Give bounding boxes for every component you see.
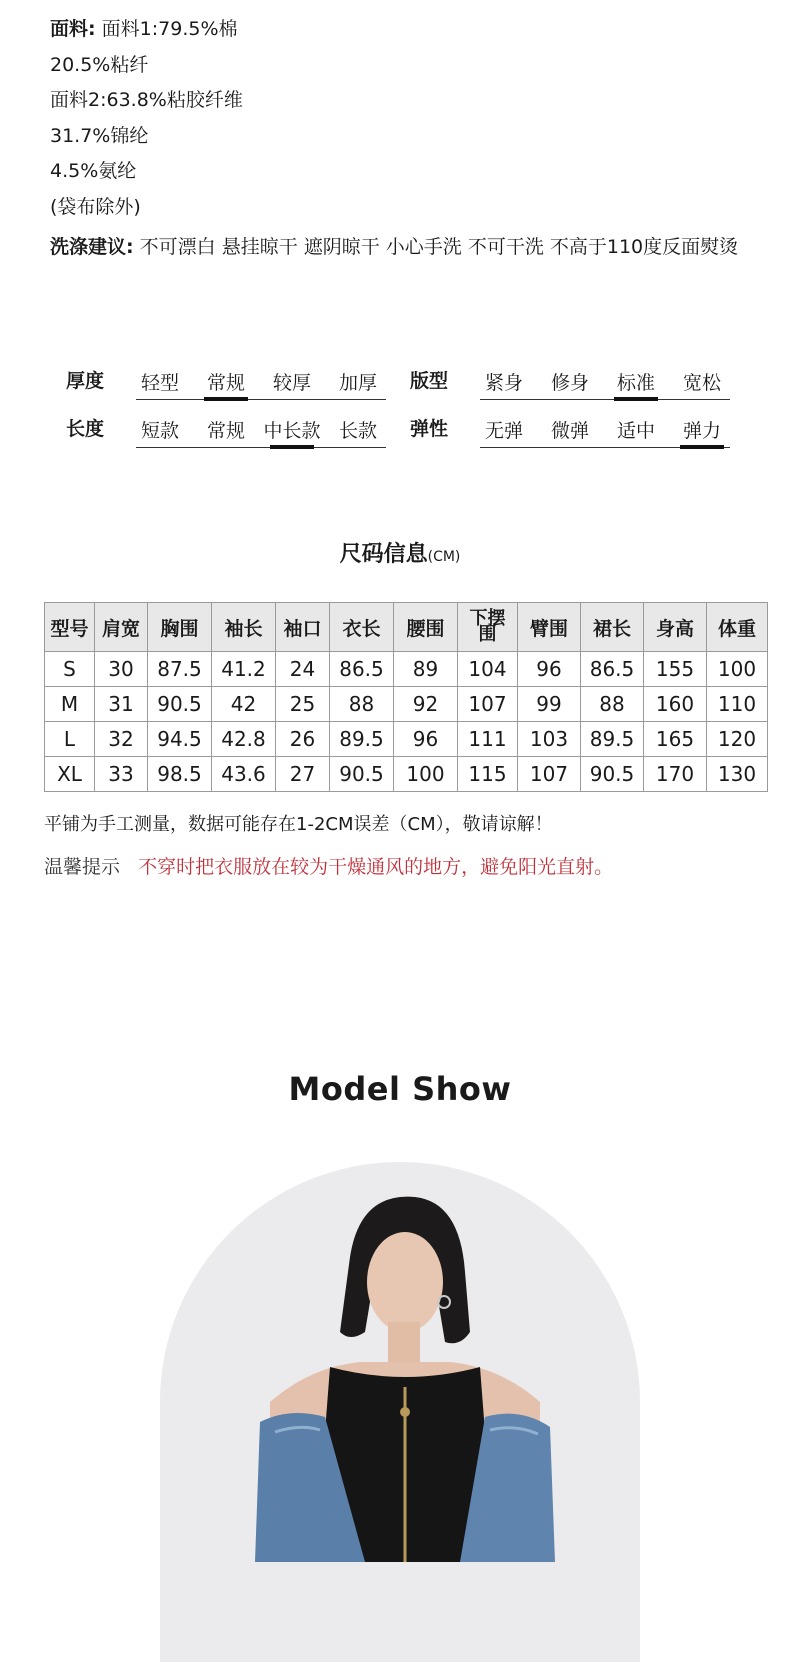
size-cell: L [45, 722, 95, 757]
attr-selected-mark [270, 445, 314, 449]
size-header-cell: 胸围 [148, 603, 212, 652]
attr-option: 紧身 [484, 372, 523, 394]
size-header-cell: 型号 [45, 603, 95, 652]
material-info [50, 12, 780, 225]
attr-selected-mark [680, 445, 724, 449]
size-cell: 165 [644, 722, 707, 757]
size-cell: 88 [330, 687, 394, 722]
size-cell: 89.5 [330, 722, 394, 757]
model-figure-illustration [160, 1162, 640, 1562]
size-cell: 32 [95, 722, 148, 757]
attr-option: 微弹 [550, 420, 589, 442]
attr-selected-mark [614, 397, 658, 401]
material-line-2: 20.5%粘纤 [50, 53, 149, 76]
size-cell: 42 [212, 687, 276, 722]
care-tip [44, 852, 613, 879]
size-cell: M [45, 687, 95, 722]
attr-label: 长度 [66, 418, 105, 440]
size-cell: 94.5 [148, 722, 212, 757]
size-cell: 86.5 [330, 652, 394, 687]
attr-underline [480, 399, 730, 400]
size-header-cell: 体重 [707, 603, 768, 652]
size-header-cell: 衣长 [330, 603, 394, 652]
size-cell: 100 [707, 652, 768, 687]
size-cell: 96 [394, 722, 458, 757]
material-line-4: 31.7%锦纶 [50, 124, 149, 147]
size-cell: 130 [707, 757, 768, 792]
size-info-title: 尺码信息(CM) [339, 542, 461, 567]
size-cell: 92 [394, 687, 458, 722]
material-label: 面料: [50, 18, 96, 40]
size-header-cell: 袖口 [276, 603, 330, 652]
attr-option: 加厚 [338, 372, 377, 394]
size-cell: 26 [276, 722, 330, 757]
size-cell: 98.5 [148, 757, 212, 792]
attr-option: 长款 [338, 420, 377, 442]
size-header-cell: 腰围 [394, 603, 458, 652]
size-cell: 90.5 [581, 757, 644, 792]
attr-underline [136, 399, 386, 400]
size-cell: 42.8 [212, 722, 276, 757]
size-cell: 160 [644, 687, 707, 722]
size-header-cell: 下摆 围 [458, 603, 518, 652]
material-line-5: 4.5%氨纶 [50, 160, 137, 182]
attr-option: 常规 [206, 372, 245, 394]
size-cell: 115 [458, 757, 518, 792]
size-header-cell: 裙长 [581, 603, 644, 652]
measurement-note: 平铺为手工测量，数据可能存在1-2CM误差（CM），敬请谅解！ [44, 814, 553, 835]
wash-text: 不可漂白 悬挂晾干 遮阴晾干 小心手洗 不可干洗 不高于110度反面熨烫 [139, 236, 739, 258]
attr-label: 弹性 [410, 418, 449, 440]
size-cell: 90.5 [330, 757, 394, 792]
size-cell: 96 [518, 652, 581, 687]
size-cell: 107 [518, 757, 581, 792]
material-line-1: 面料1:79.5%棉 [101, 18, 238, 40]
size-cell: 86.5 [581, 652, 644, 687]
size-cell: 103 [518, 722, 581, 757]
size-row [45, 757, 768, 792]
attr-option: 无弹 [484, 420, 523, 442]
size-cell: 170 [644, 757, 707, 792]
size-cell: 41.2 [212, 652, 276, 687]
size-cell: XL [45, 757, 95, 792]
attr-option: 标准 [616, 372, 655, 394]
size-row [45, 652, 768, 687]
tip-text: 不穿时把衣服放在较为干燥通风的地方，避免阳光直射。 [138, 856, 614, 878]
size-cell: 155 [644, 652, 707, 687]
size-cell: 87.5 [148, 652, 212, 687]
size-cell: 25 [276, 687, 330, 722]
attr-option: 宽松 [682, 372, 721, 394]
attr-option: 较厚 [272, 372, 311, 394]
size-cell: 31 [95, 687, 148, 722]
size-cell: 89.5 [581, 722, 644, 757]
size-cell: 30 [95, 652, 148, 687]
wash-info [50, 229, 780, 265]
size-row [45, 722, 768, 757]
material-line-6: (袋布除外) [50, 195, 141, 218]
material-line-3: 面料2:63.8%粘胶纤维 [50, 89, 243, 111]
attr-option: 修身 [550, 372, 589, 394]
tip-label: 温馨提示 [44, 856, 121, 878]
size-cell: 104 [458, 652, 518, 687]
attr-label: 版型 [410, 370, 449, 392]
size-cell: 120 [707, 722, 768, 757]
size-cell: 90.5 [148, 687, 212, 722]
size-cell: 43.6 [212, 757, 276, 792]
size-cell: 107 [458, 687, 518, 722]
attr-option: 适中 [616, 420, 655, 442]
size-header-cell: 身高 [644, 603, 707, 652]
size-cell: 111 [458, 722, 518, 757]
attr-option: 中长款 [263, 420, 321, 442]
size-header-cell: 袖长 [212, 603, 276, 652]
attr-option: 短款 [140, 420, 179, 442]
size-cell: 24 [276, 652, 330, 687]
size-cell: S [45, 652, 95, 687]
size-header-cell: 肩宽 [95, 603, 148, 652]
model-show-title: Model Show [288, 1070, 512, 1108]
size-cell: 110 [707, 687, 768, 722]
size-cell: 27 [276, 757, 330, 792]
size-cell: 100 [394, 757, 458, 792]
size-header-cell: 臂围 [518, 603, 581, 652]
size-cell: 89 [394, 652, 458, 687]
model-photo [160, 1162, 640, 1662]
size-info-unit: (CM) [427, 549, 461, 565]
attr-selected-mark [204, 397, 248, 401]
size-table [44, 602, 768, 792]
size-cell: 88 [581, 687, 644, 722]
size-cell: 99 [518, 687, 581, 722]
size-cell: 33 [95, 757, 148, 792]
attr-option: 弹力 [682, 420, 721, 442]
wash-label: 洗涤建议: [50, 236, 134, 258]
size-row [45, 687, 768, 722]
attr-label: 厚度 [66, 370, 105, 392]
attr-option: 常规 [206, 420, 245, 442]
attr-underline [136, 447, 386, 448]
attr-option: 轻型 [140, 372, 179, 394]
